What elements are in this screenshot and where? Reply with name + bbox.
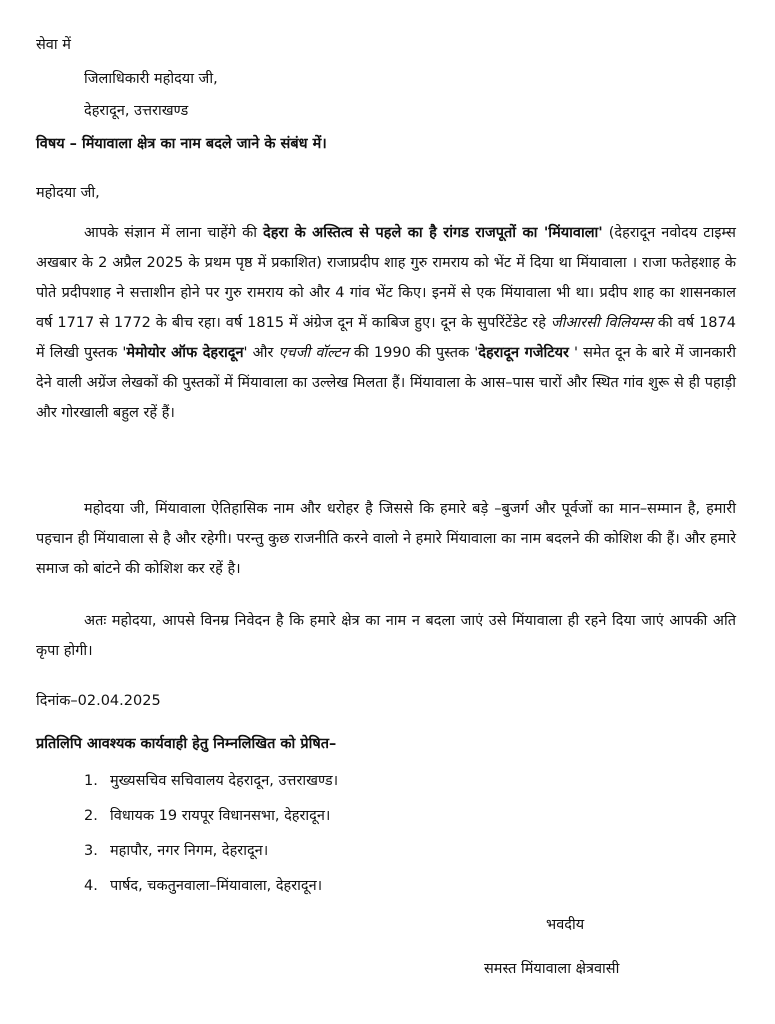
cc-heading: प्रतिलिपि आवश्यक कार्यवाही हेतु निम्नलिखित को प्रेषित– [36,736,337,752]
cc-list-item: 4. पार्षद, चकतुनवाला–मिंयावाला, देहरादून। [84,878,323,894]
closing: भवदीय [546,917,585,933]
address-recipient: जिलाधिकारी महोदया जी, [84,71,218,87]
cc-list-item: 2. विधायक 19 रायपूर विधानसभा, देहरादून। [84,808,331,824]
signature: समस्त मिंयावाला क्षेत्रवासी [484,961,620,977]
cc-list-item: 1. मुख्यसचिव सचिवालय देहरादून, उत्तराखण्ड। [84,773,339,789]
address-to: सेवा में [36,37,71,53]
cc-list-item: 3. महापौर, नगर निगम, देहरादून। [84,843,269,859]
paragraph-history: आपके संज्ञान में लाना चाहेंगे की देहरा के अस्तित्व से पहले का है रांगड राजपूतों का 'मिंयावाला' (देहरादून नवोदय टाइम्स अखबार के 2 अप्रैल 2025 के प्रथम पृष्ठ में प्रकाशित) राजाप्रदीप शाह गुरु रामराय को भेंट में दिया था मिंयावाला । राजा फतेहशाह के पोते प्रदीपशाह ने सत्ताशीन होने पर गुरु रामराय को और 4 गांव भेंट किए। इनमें से एक मिंयावाला भी था। प्रदीप शाह का शासनकाल वर्ष 1717 से 1772 के बीच रहा। वर्ष 1815 में अंग्रेज दून में काबिज हुए। दून के सुपरिंटेंडेट रहे जीआरसी विलियम्स की वर्ष 1874 में लिखी पुस्तक 'मेमोयोर ऑफ देहरादून' और एचजी वॉल्टन की 1990 की पुस्तक 'देहरादून गजेटियर ' समेत दून के बारे में जानकारी देने वाली अग्रेंज लेखकों की पुस्तकों में मिंयावाला का उल्लेख मिलता हैं। मिंयावाला के आस–पास चारों और स्थित गांव शुरू से ही पहाड़ी और गोरखाली बहुल रहें हैं। [36,225,736,421]
paragraph-request: अतः महोदया, आपसे विनम्र निवेदन है कि हमारे क्षेत्र का नाम न बदला जाएं उसे मिंयावाला ही रहने दिया जाएं आपकी अति कृपा होगी। [36,613,736,659]
paragraph-heritage: महोदया जी, मिंयावाला ऐतिहासिक नाम और धरोहर है जिससे कि हमारे बड़े –बुजर्ग और पूर्वजों का मान–सम्मान है, हमारी पहचान ही मिंयावाला से है और रहेगी। परन्तु कुछ राजनीति करने वालो ने हमारे मिंयावाला का नाम बदलने की कोशिश की हैं। और हमारे समाज को बांटने की कोशिश कर रहें है। [36,501,736,577]
letter-subject: विषय – मिंयावाला क्षेत्र का नाम बदले जाने के संबंध में। [36,136,327,152]
address-location: देहरादून, उत्तराखण्ड [84,103,189,119]
letter-date: दिनांक–02.04.2025 [36,693,161,709]
salutation: महोदया जी, [36,185,100,201]
cc-list [84,764,338,904]
